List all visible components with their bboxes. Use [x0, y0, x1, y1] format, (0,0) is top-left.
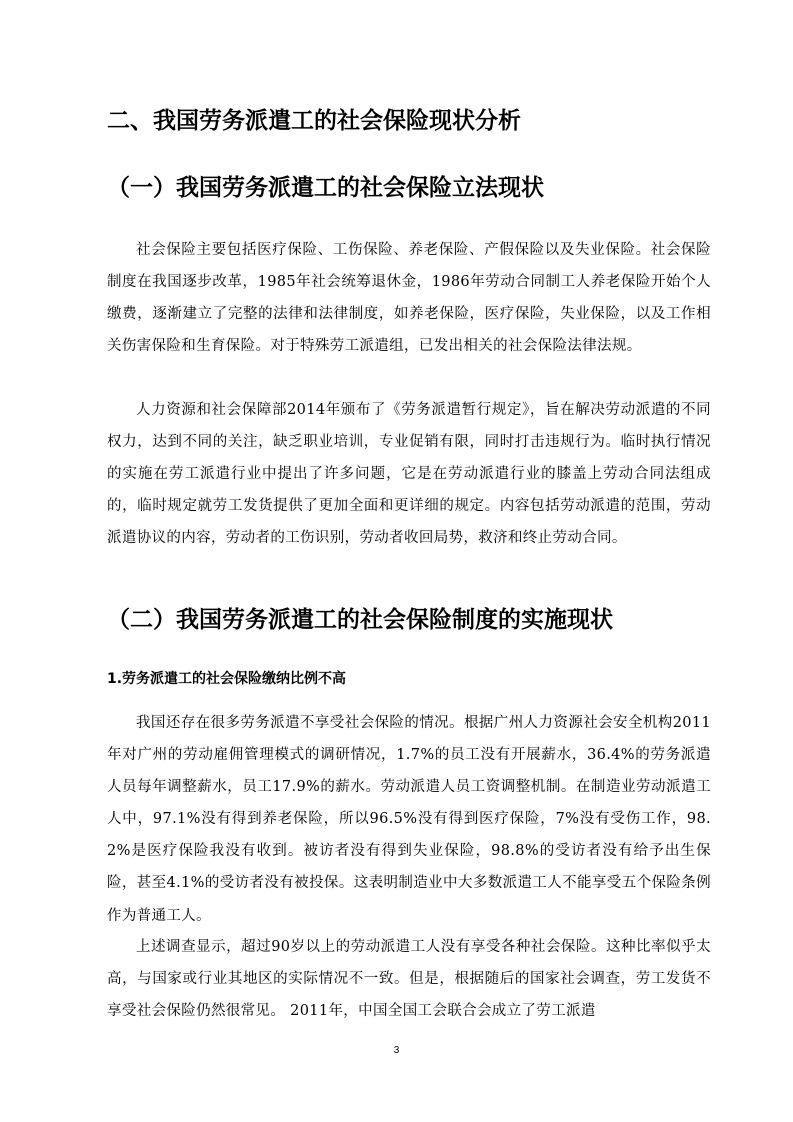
item-1-title: 1.劳务派遣工的社会保险缴纳比例不高 — [107, 671, 347, 687]
paragraph: 社会保险主要包括医疗保险、工伤保险、养老保险、产假保险以及失业保险。社会保险制度在我国逐步改革，1985年社会统筹退休金，1986年劳动合同制工人养老保险开始个人缴费，逐渐建立了完整的法律和法律制度，如养老保险，医疗保险，失业保险，以及工作相关伤害保险和生育保险。对于特殊劳工派遣组，已发出相关的社会保险法律法规。 — [107, 242, 711, 355]
subsection-2-title: （二）我国劳务派遣工的社会保险制度的实施现状 — [107, 607, 613, 633]
subsection-1-title: （一）我国劳务派遣工的社会保险立法现状 — [107, 175, 544, 201]
page-number: 3 — [393, 1045, 400, 1056]
paragraph: 上述调查显示，超过90岁以上的劳动派遣工人没有享受各种社会保险。这种比率似乎太高，与国家或行业其地区的实际情况不一致。但是，根据随后的国家社会调查，劳工发货不享受社会保险仍然很常见。 2011年，中国全国工会联合会成立了劳工派遣 — [107, 939, 711, 1020]
paragraph: 人力资源和社会保障部2014年颁布了《劳务派遣暂行规定》，旨在解决劳动派遣的不同权力，达到不同的关注，缺乏职业培训，专业促销有限，同时打击违规行为。临时执行情况的实施在劳工派遣行业中提出了许多问题，它是在劳动派遣行业的膝盖上劳动合同法组成的，临时规定就劳工发货提供了更加全面和更详细的规定。内容包括劳动派遣的范围，劳动派遣协议的内容，劳动者的工伤识别，劳动者收回局势，救济和终止劳动合同。 — [107, 402, 711, 547]
paragraph: 我国还存在很多劳务派遣不享受社会保险的情况。根据广州人力资源社会安全机构2011年对广州的劳动雇佣管理模式的调研情况，1.7%的员工没有开展薪水，36.4%的劳务派遣人员每年调整薪水，员工17.9%的薪水。劳动派遣人员工资调整机制。在制造业劳动派遣工人中，97.1%没有得到养老保险，所以96.5%没有得到医疗保险，7%没有受伤工作，98.2%是医疗保险我没有收到。被访者没有得到失业保险，98.8%的受访者没有给予出生保险，甚至4.1%的受访者没有被投保。这表明制造业中大多数派遣工人不能享受五个保险条例作为普通工人。 — [107, 715, 711, 924]
section-title: 二、我国劳务派遣工的社会保险现状分析 — [107, 108, 521, 134]
